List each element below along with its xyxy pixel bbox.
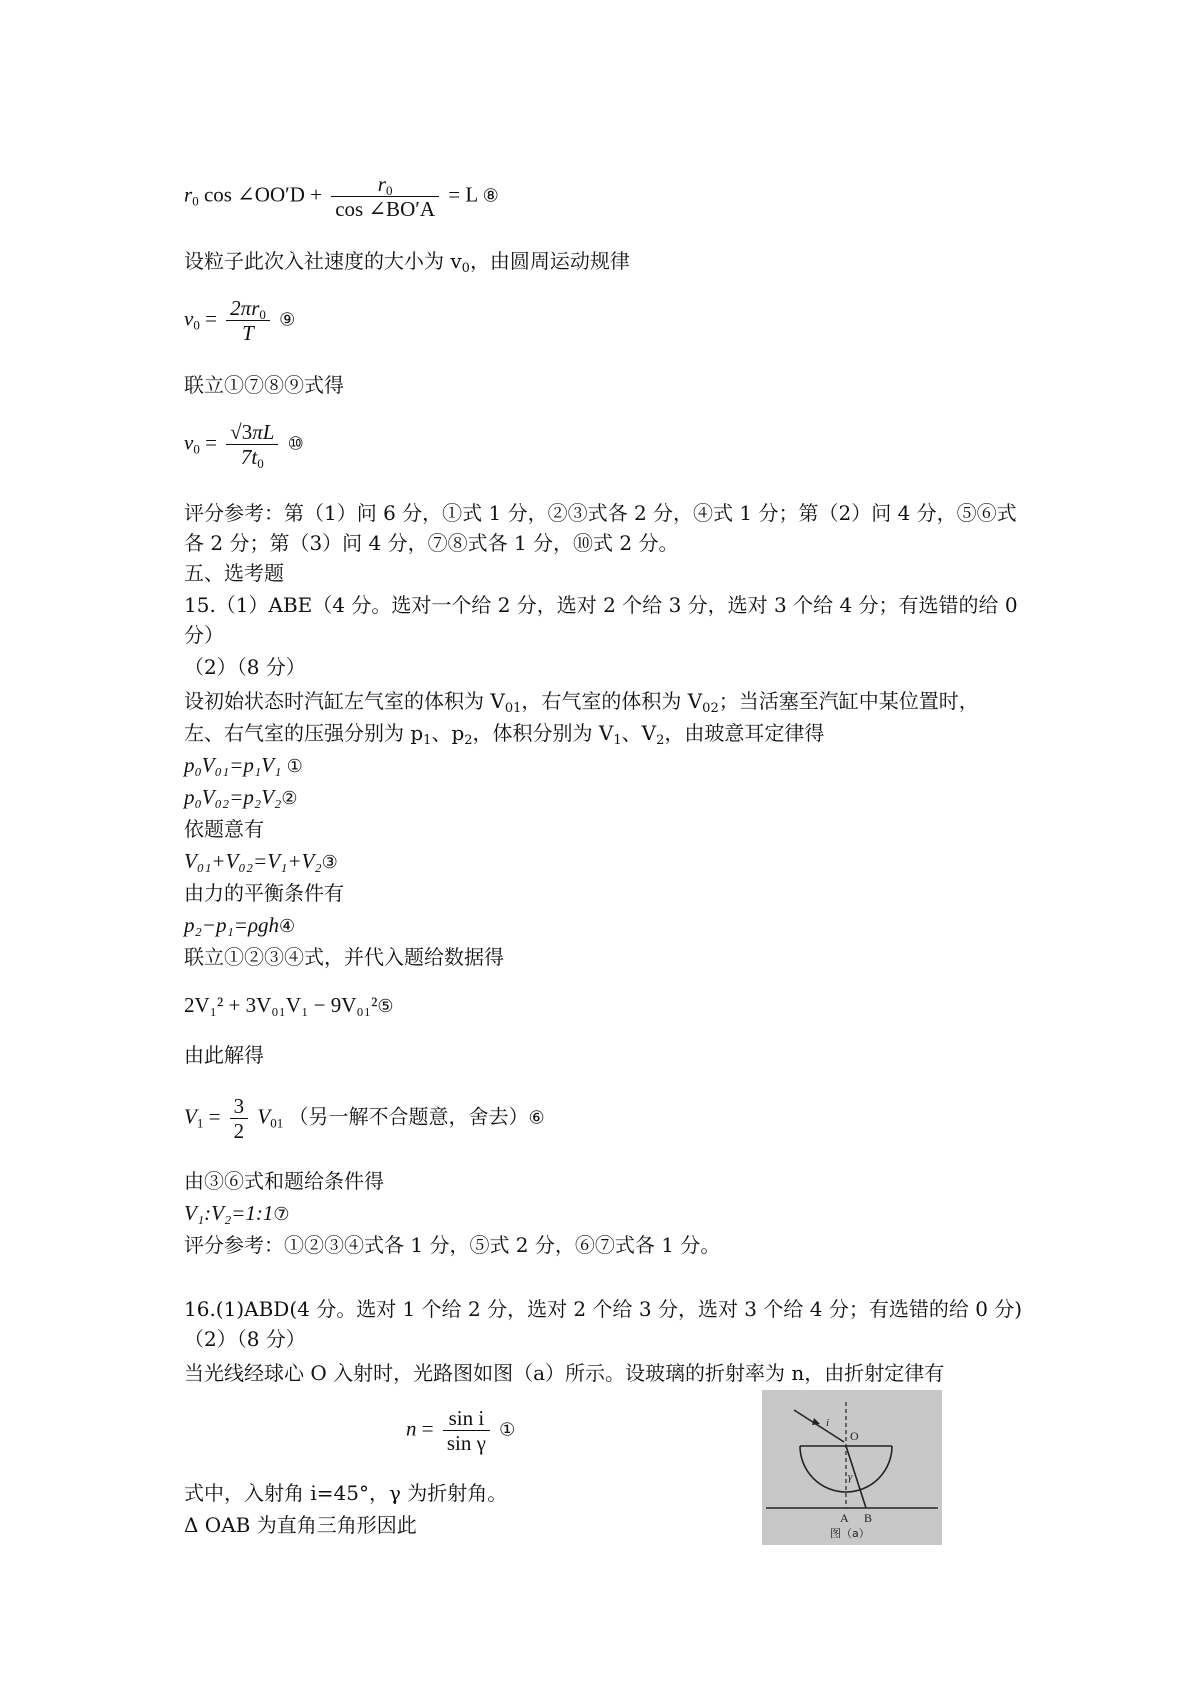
equation-3: V₀₁+V₀₂=V₁+V₂③ [184,849,338,873]
score-ref-2: 评分参考：①②③④式各 1 分，⑤式 2 分，⑥⑦式各 1 分。 [184,1233,721,1257]
text-combine-2: 联立①②③④式，并代入题给数据得 [184,945,504,969]
fraction: $\frac{√3\pi L}{7t_0}$ [226,420,278,469]
text-angle: 式中，入射角 i=45°，γ 为折射角。 [184,1481,508,1505]
text-from36: 由③⑥式和题给条件得 [184,1169,384,1193]
equation-9: $v_0$ = $\frac{2\pi r_0}{T}$ ⑨ [184,296,296,345]
q15-line-a: 15.（1）ABE（4 分。选对一个给 2 分，选对 2 个给 3 分，选对 3 个给 4 分；有选错的给 0 [184,593,1018,617]
q16-line-b: 当光线经球心 O 入射时，光路图如图（a）所示。设玻璃的折射率为 n，由折射定律有 [184,1361,945,1385]
equation-5: 2V₁² + 3V₀₁V₁ − 9V₀₁²⑤ [184,993,394,1017]
optics-diagram [762,1390,942,1545]
q15-line-c: 设初始状态时汽缸左气室的体积为 $V_{01}$，右气室的体积为 $V_{02}$；当活塞至汽缸中某位置时， [184,689,979,716]
equation-10: $v_0$ = $\frac{√3\pi L}{7t_0}$ ⑩ [184,420,304,471]
label-b: B [864,1511,873,1525]
q15-line-d: 左、右气室的压强分别为 $p_1$、$p_2$，体积分别为 $V_1$、$V_2$，由玻意耳定律得 [184,721,825,748]
q15-part2: （2）（8 分） [184,655,306,679]
text-balance: 由力的平衡条件有 [184,881,344,905]
label-gamma: γ [848,1471,853,1483]
label-a: A [840,1511,849,1525]
text-speed: 设粒子此次入社速度的大小为 $v_0$，由圆周运动规律 [184,249,630,276]
figure-caption: 图（a） [830,1527,870,1540]
equation-6: $V_1$ = $\frac{3}{2}$ $V_{01}$ （另一解不合题意，舍去）⑥ [184,1094,545,1143]
text-triangle: Δ OAB 为直角三角形因此 [184,1513,417,1537]
fraction: $\frac{r_0}{\cos \angle BO'A}$ [331,172,439,221]
text-combine-1: 联立①⑦⑧⑨式得 [184,373,344,397]
label-i: i [826,1417,830,1429]
equation-4: p₂−p₁=ρgh④ [184,913,296,937]
section-title: 五、选考题 [184,561,284,585]
equation-8: $r_0$ cos ∠OO′D + $\frac{r_0}{\cos \angle BO'A}$ = L ⑧ [184,172,499,221]
equation-1: p₀V₀₁=p₁V₁ ① [184,753,303,777]
equation-refraction: n = $\frac{\text{sin i}}{\text{sin γ}}$ ① [406,1406,516,1455]
label-o: O [850,1429,859,1443]
q16-line-a: 16.(1)ABD(4 分。选对 1 个给 2 分，选对 2 个给 3 分，选对 3 个给 4 分；有选错的给 0 分) [184,1297,1023,1321]
fraction: $\frac{3}{2}$ [230,1094,249,1143]
equation-7: V₁:V₂=1:1⑦ [184,1201,290,1225]
text-yiti: 依题意有 [184,817,264,841]
text-solve: 由此解得 [184,1043,264,1067]
equation-2: p₀V₀₂=p₂V₂② [184,785,298,809]
optics-diagram-svg [762,1390,942,1545]
score-ref-1a: 评分参考：第（1）问 6 分，①式 1 分，②③式各 2 分，④式 1 分；第（2）问 4 分，⑤⑥式 [184,501,1017,525]
fraction: $\frac{\text{sin i}}{\text{sin γ}}$ [443,1406,490,1455]
fraction: $\frac{2\pi r_0}{T}$ [226,296,270,345]
score-ref-1b: 各 2 分；第（3）问 4 分，⑦⑧式各 1 分，⑩式 2 分。 [184,531,679,555]
q16-part2: （2）（8 分） [184,1327,306,1351]
q15-line-b: 分） [184,623,224,647]
